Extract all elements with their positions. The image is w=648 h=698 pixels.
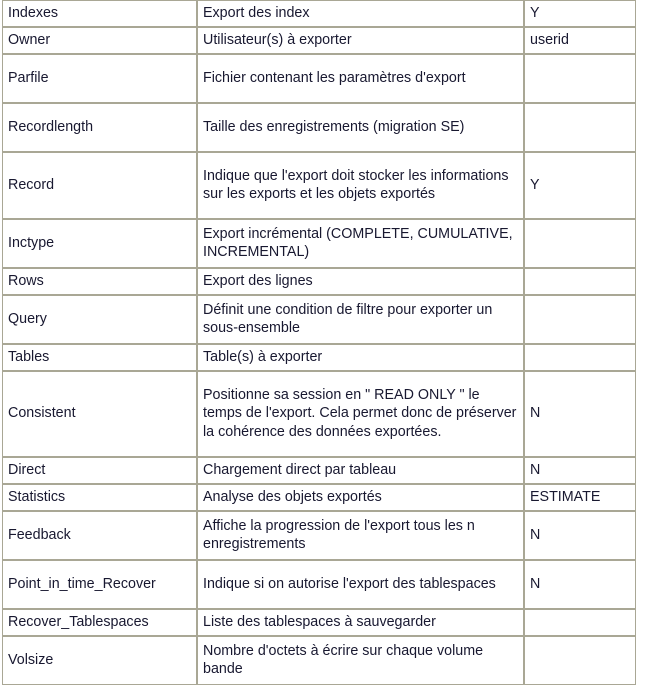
cell-parameter-name: Recover_Tablespaces — [2, 609, 197, 636]
export-parameters-table — [2, 0, 636, 685]
table-row — [2, 268, 636, 295]
cell-parameter-value — [524, 54, 636, 103]
cell-parameter-description: Table(s) à exporter — [197, 344, 524, 371]
table-row — [2, 103, 636, 152]
cell-parameter-name: Feedback — [2, 511, 197, 560]
cell-parameter-name: Owner — [2, 27, 197, 54]
cell-parameter-name: Direct — [2, 457, 197, 484]
cell-parameter-value: Y — [524, 152, 636, 219]
cell-parameter-name: Inctype — [2, 219, 197, 268]
cell-parameter-value — [524, 609, 636, 636]
cell-parameter-name: Volsize — [2, 636, 197, 685]
table-row — [2, 457, 636, 484]
cell-parameter-description: Indique si on autorise l'export des tablespaces — [197, 560, 524, 609]
cell-parameter-value — [524, 103, 636, 152]
cell-parameter-name: Point_in_time_Recover — [2, 560, 197, 609]
cell-parameter-value — [524, 268, 636, 295]
cell-parameter-description: Indique que l'export doit stocker les informations sur les exports et les objets exportés — [197, 152, 524, 219]
cell-parameter-name: Recordlength — [2, 103, 197, 152]
cell-parameter-description: Nombre d'octets à écrire sur chaque volume bande — [197, 636, 524, 685]
cell-parameter-name: Record — [2, 152, 197, 219]
table-row — [2, 295, 636, 344]
table-row — [2, 511, 636, 560]
cell-parameter-description: Liste des tablespaces à sauvegarder — [197, 609, 524, 636]
cell-parameter-description: Analyse des objets exportés — [197, 484, 524, 511]
cell-parameter-description: Taille des enregistrements (migration SE) — [197, 103, 524, 152]
cell-parameter-name: Parfile — [2, 54, 197, 103]
cell-parameter-value — [524, 219, 636, 268]
cell-parameter-name: Indexes — [2, 0, 197, 27]
cell-parameter-description: Export des lignes — [197, 268, 524, 295]
cell-parameter-name: Tables — [2, 344, 197, 371]
cell-parameter-description: Export incrémental (COMPLETE, CUMULATIVE, INCREMENTAL) — [197, 219, 524, 268]
table-row — [2, 484, 636, 511]
cell-parameter-value — [524, 295, 636, 344]
cell-parameter-description: Export des index — [197, 0, 524, 27]
cell-parameter-description: Chargement direct par tableau — [197, 457, 524, 484]
cell-parameter-description: Utilisateur(s) à exporter — [197, 27, 524, 54]
table-row — [2, 636, 636, 685]
cell-parameter-description: Définit une condition de filtre pour exporter un sous-ensemble — [197, 295, 524, 344]
cell-parameter-value: N — [524, 511, 636, 560]
cell-parameter-name: Query — [2, 295, 197, 344]
table-row — [2, 152, 636, 219]
table-row — [2, 371, 636, 457]
cell-parameter-name: Rows — [2, 268, 197, 295]
cell-parameter-value: N — [524, 457, 636, 484]
table-body — [2, 0, 636, 685]
cell-parameter-value: N — [524, 371, 636, 457]
table-row — [2, 560, 636, 609]
cell-parameter-name: Statistics — [2, 484, 197, 511]
table-row — [2, 219, 636, 268]
table-row — [2, 27, 636, 54]
cell-parameter-name: Consistent — [2, 371, 197, 457]
cell-parameter-value: ESTIMATE — [524, 484, 636, 511]
cell-parameter-value: Y — [524, 0, 636, 27]
table-row — [2, 54, 636, 103]
table-row — [2, 609, 636, 636]
cell-parameter-value — [524, 636, 636, 685]
cell-parameter-value: N — [524, 560, 636, 609]
cell-parameter-description: Affiche la progression de l'export tous les n enregistrements — [197, 511, 524, 560]
table-row — [2, 344, 636, 371]
cell-parameter-description: Fichier contenant les paramètres d'export — [197, 54, 524, 103]
cell-parameter-value: userid — [524, 27, 636, 54]
cell-parameter-value — [524, 344, 636, 371]
table-row — [2, 0, 636, 27]
cell-parameter-description: Positionne sa session en " READ ONLY " le temps de l'export. Cela permet donc de préserver la cohérence des données exportées. — [197, 371, 524, 457]
